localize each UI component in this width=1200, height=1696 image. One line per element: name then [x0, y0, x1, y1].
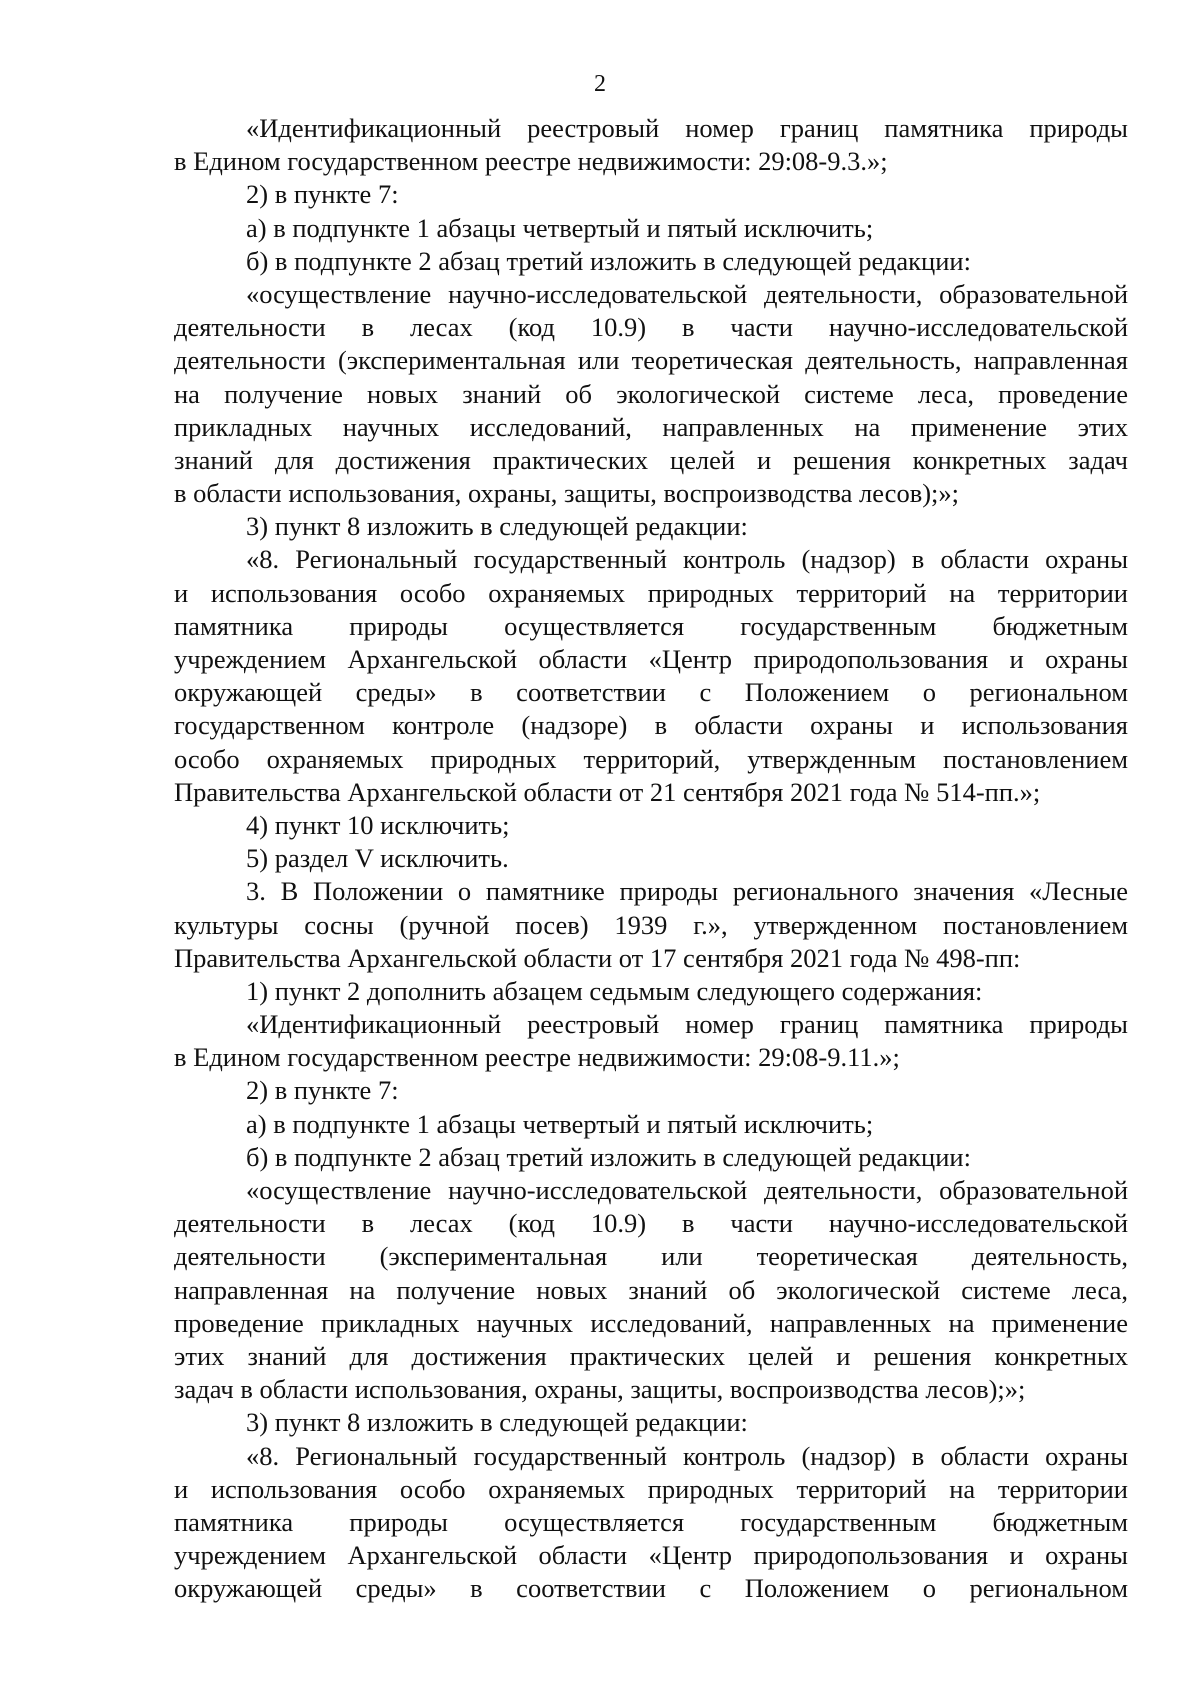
- text-line: направленная на получение новых знаний об экологической системе леса,: [174, 1274, 1128, 1305]
- text-line: учреждением Архангельской области «Центр природопользования и охраны: [174, 1540, 1128, 1571]
- text-line: а) в подпункте 1 абзацы четвертый и пятый исключить;: [246, 212, 874, 243]
- text-line: 3) пункт 8 изложить в следующей редакции:: [246, 511, 748, 542]
- text-line: и использования особо охраняемых природных территорий на территории: [174, 1473, 1128, 1504]
- text-line: прикладных научных исследований, направленных на применение этих: [174, 411, 1128, 442]
- text-line: 5) раздел V исключить.: [246, 843, 509, 874]
- text-line: б) в подпункте 2 абзац третий изложить в следующей редакции:: [246, 245, 971, 276]
- text-line: памятника природы осуществляется государственным бюджетным: [174, 610, 1128, 641]
- text-line: в Едином государственном реестре недвижимости: 29:08-9.11.»;: [174, 1042, 900, 1073]
- text-line: 2) в пункте 7:: [246, 1075, 399, 1106]
- text-line: 1) пункт 2 дополнить абзацем седьмым следующего содержания:: [246, 975, 983, 1006]
- text-line: и использования особо охраняемых природных территорий на территории: [174, 577, 1128, 608]
- text-line: окружающей среды» в соответствии с Положением о региональном: [174, 677, 1128, 708]
- text-line: окружающей среды» в соответствии с Положением о региональном: [174, 1573, 1128, 1604]
- text-line: 4) пункт 10 исключить;: [246, 809, 510, 840]
- text-line: 3. В Положении о памятнике природы регионального значения «Лесные: [246, 876, 1128, 907]
- page-number: 2: [594, 71, 606, 97]
- text-line: задач в области использования, охраны, защиты, воспроизводства лесов);»;: [174, 1374, 1026, 1405]
- text-line: в Едином государственном реестре недвижимости: 29:08-9.3.»;: [174, 146, 888, 177]
- text-line: «осуществление научно-исследовательской деятельности, образовательной: [246, 278, 1128, 309]
- text-line: «8. Региональный государственный контроль (надзор) в области охраны: [246, 544, 1128, 575]
- text-line: в области использования, охраны, защиты, воспроизводства лесов);»;: [174, 478, 960, 509]
- text-line: знаний для достижения практических целей и решения конкретных задач: [174, 444, 1128, 475]
- text-line: проведение прикладных научных исследований, направленных на применение: [174, 1307, 1128, 1338]
- text-line: деятельности в лесах (код 10.9) в части научно-исследовательской: [174, 1208, 1128, 1239]
- document-body: [174, 112, 1128, 1605]
- text-line: культуры сосны (ручной посев) 1939 г.», утвержденном постановлением: [174, 909, 1128, 940]
- text-line: деятельности (экспериментальная или теоретическая деятельность,: [174, 1241, 1128, 1272]
- text-line: учреждением Архангельской области «Центр природопользования и охраны: [174, 644, 1128, 674]
- text-line: памятника природы осуществляется государственным бюджетным: [174, 1506, 1128, 1537]
- text-line: на получение новых знаний об экологической системе леса, проведение: [174, 378, 1128, 409]
- text-line: государственном контроле (надзоре) в области охраны и использования: [174, 710, 1128, 741]
- text-line: «Идентификационный реестровый номер границ памятника природы: [246, 113, 1128, 143]
- text-line: «8. Региональный государственный контроль (надзор) в области охраны: [246, 1440, 1128, 1471]
- text-line: Правительства Архангельской области от 21 сентября 2021 года № 514-пп.»;: [174, 776, 1041, 807]
- text-line: деятельности в лесах (код 10.9) в части научно-исследовательской: [174, 312, 1128, 343]
- text-line: 3) пункт 8 изложить в следующей редакции:: [246, 1407, 748, 1438]
- text-line: а) в подпункте 1 абзацы четвертый и пятый исключить;: [246, 1108, 874, 1139]
- text-line: «Идентификационный реестровый номер границ памятника природы: [246, 1009, 1128, 1040]
- text-line: особо охраняемых природных территорий, утвержденным постановлением: [174, 743, 1128, 774]
- text-line: 2) в пункте 7:: [246, 179, 399, 210]
- text-line: «осуществление научно-исследовательской деятельности, образовательной: [246, 1175, 1128, 1205]
- text-line: б) в подпункте 2 абзац третий изложить в следующей редакции:: [246, 1141, 971, 1172]
- text-line: этих знаний для достижения практических целей и решения конкретных: [174, 1340, 1128, 1371]
- text-line: деятельности (экспериментальная или теоретическая деятельность, направленная: [174, 345, 1128, 376]
- text-line: Правительства Архангельской области от 17 сентября 2021 года № 498-пп:: [174, 942, 1021, 973]
